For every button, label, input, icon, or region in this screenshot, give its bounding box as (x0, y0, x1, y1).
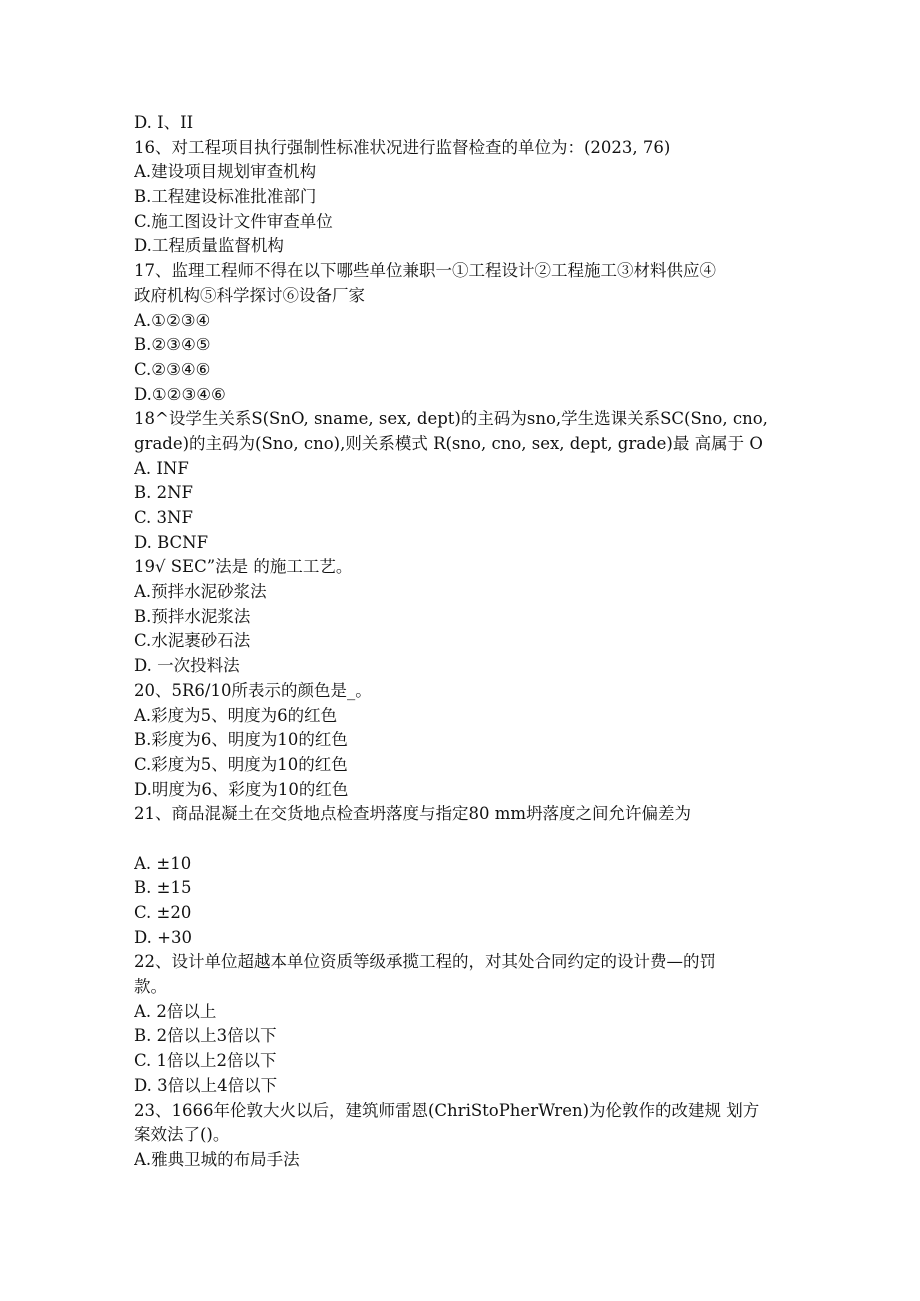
option-c: C.②③④⑥ (134, 359, 211, 379)
option-c: C. 1倍以上2倍以下 (134, 1051, 277, 1071)
option-d: D. 一次投料法 (134, 656, 240, 676)
question-16: 16、对工程项目执行强制性标准状况进行监督检查的单位为：(2023, 76) (134, 137, 671, 157)
option-b: B. ±15 (134, 878, 192, 898)
question-23: 23、1666年伦敦大火以后，建筑师雷恩(ChriStoPherWren)为伦敦作的改建规 划方 (134, 1100, 760, 1120)
option-b: B.预拌水泥浆法 (134, 606, 251, 626)
question-22: 22、设计单位超越本单位资质等级承揽工程的，对其处合同约定的设计费—的罚 (134, 952, 716, 972)
option-c: C.水泥裹砂石法 (134, 631, 251, 651)
question-20: 20、5R6/10所表示的颜色是_。 (134, 680, 372, 700)
question-17-cont: 政府机构⑤科学探讨⑥设备厂家 (134, 285, 365, 305)
option-b: B.彩度为6、明度为10的红色 (134, 730, 348, 750)
question-18: 18^设学生关系S(SnO, sname, sex, dept)的主码为sno,学生选课关系SC(Sno, cno, (134, 409, 768, 429)
option-a: A. ±10 (134, 853, 192, 873)
option-a: A.雅典卫城的布局手法 (134, 1149, 300, 1169)
question-21: 21、商品混凝土在交货地点检查坍落度与指定80 mm坍落度之间允许偏差为 (134, 804, 692, 824)
option-a: A.彩度为5、明度为6的红色 (134, 705, 338, 725)
option-b: B. 2NF (134, 483, 193, 503)
document-page (134, 111, 794, 1173)
option-d: D. BCNF (134, 532, 209, 552)
question-18-cont: grade)的主码为(Sno, cno),则关系模式 R(sno, cno, sex, dept, grade)最 高属于 O (134, 433, 763, 453)
blank-line (134, 827, 794, 852)
option-d: D.明度为6、彩度为10的红色 (134, 779, 349, 799)
option-d: D.①②③④⑥ (134, 384, 226, 404)
option-a: A. INF (134, 458, 189, 478)
option-c: C. 3NF (134, 508, 193, 527)
question-22-cont: 款。 (134, 977, 167, 997)
option-b: B.工程建设标准批准部门 (134, 187, 317, 207)
option-b: B. 2倍以上3倍以下 (134, 1026, 277, 1046)
option-b: B.②③④⑤ (134, 335, 211, 355)
question-19: 19√ SEC”法是 的施工工艺。 (134, 557, 353, 577)
question-17: 17、监理工程师不得在以下哪些单位兼职一①工程设计②工程施工③材料供应④ (134, 261, 716, 281)
option-a: A. 2倍以上 (134, 1001, 217, 1021)
option-c: C.彩度为5、明度为10的红色 (134, 754, 348, 774)
option-d: D. +30 (134, 927, 192, 947)
option-d: D.工程质量监督机构 (134, 236, 284, 256)
option-a: A.预拌水泥砂浆法 (134, 582, 267, 602)
question-23-cont: 案效法了()。 (134, 1125, 230, 1145)
option-a: A.建设项目规划审查机构 (134, 162, 317, 182)
option-c: C. ±20 (134, 903, 192, 922)
option-c: C.施工图设计文件审查单位 (134, 211, 333, 231)
option-d: D. 3倍以上4倍以下 (134, 1075, 278, 1095)
option-a: A.①②③④ (134, 310, 211, 330)
text-line: D. I、II (134, 113, 194, 132)
